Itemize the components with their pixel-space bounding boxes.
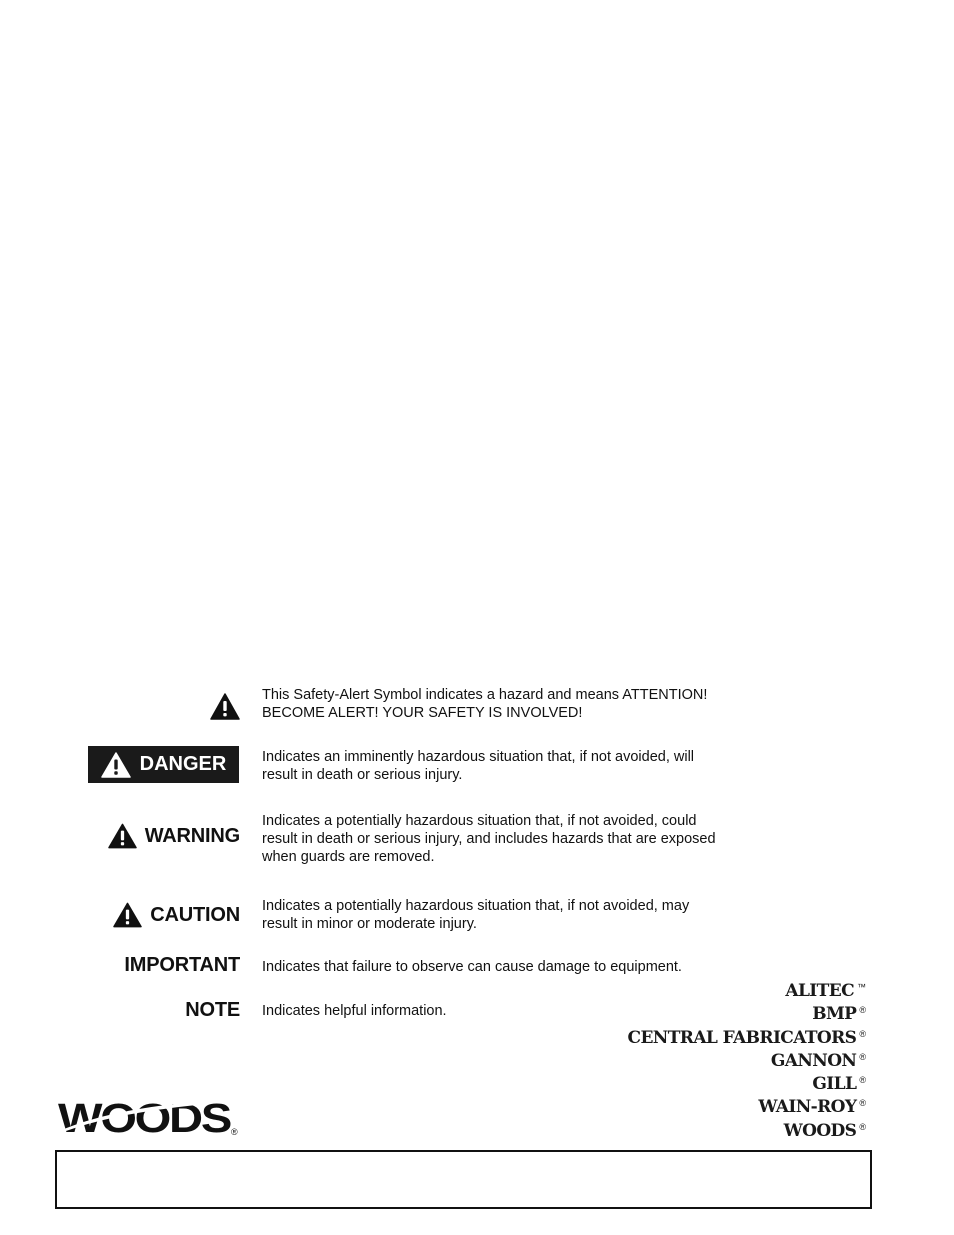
trademark-mark: ® [859,1121,866,1132]
footer-box [55,1150,872,1209]
important-description [262,958,752,976]
warning-label-text: WARNING [144,824,240,847]
warning-description [262,812,752,866]
brand-name: ALITEC [785,981,854,1001]
brand-name: BMP [812,1004,857,1025]
brand-name: GANNON [770,1050,857,1071]
trademark-mark: ® [859,1028,866,1039]
caution-description [262,897,752,933]
trademark-mark: ® [859,1005,866,1016]
description-line: Indicates that failure to observe can cause damage to equipment. [262,959,682,975]
warning-label [108,822,240,850]
brand-list [628,976,866,1139]
warning-triangle-icon [108,823,137,849]
brand-name: WAIN-ROY [758,1097,857,1118]
description-line: Indicates an imminently hazardous situation that, if not avoided, will [262,749,695,765]
note-label [185,997,240,1023]
brand-name: WOODS [783,1120,857,1141]
brand-item [628,1069,866,1095]
description-line: when guards are removed. [262,849,435,865]
description-line: This Safety-Alert Symbol indicates a hazard and means ATTENTION! [262,687,708,703]
description-line: Indicates helpful information. [262,1003,447,1019]
description-line: result in death or serious injury. [262,767,463,783]
caution-label-text: CAUTION [150,903,240,926]
brand-name: CENTRAL FABRICATORS [627,1027,857,1048]
safety-alert-description [262,686,752,722]
logo-registered-mark: ® [231,1127,238,1137]
trademark-mark: ® [859,1075,866,1086]
danger-label [88,746,239,783]
brand-name: GILL [812,1074,857,1095]
danger-label-text: DANGER [139,753,227,775]
brand-item [628,999,866,1025]
warning-triangle-icon [101,752,131,778]
warning-triangle-icon [210,693,240,720]
description-line: result in minor or moderate injury. [262,916,477,932]
logo-text: WOODS [58,1097,231,1137]
trademark-mark: ® [859,1098,866,1109]
danger-description [262,748,752,784]
note-label-text: NOTE [185,998,240,1021]
safety-alert-symbol [210,692,240,720]
warning-triangle-icon [113,902,142,928]
trademark-mark: ™ [857,982,866,992]
brand-item [628,1116,866,1139]
description-line: result in death or serious injury, and includes hazards that are exposed [262,831,716,847]
description-line: Indicates a potentially hazardous situation that, if not avoided, could [262,813,697,829]
trademark-mark: ® [859,1051,866,1062]
brand-item [628,976,866,999]
important-label [124,952,240,978]
brand-item [628,1092,866,1118]
important-label-text: IMPORTANT [124,953,240,976]
caution-label [113,901,240,929]
brand-item [628,1023,866,1046]
description-line: BECOME ALERT! YOUR SAFETY IS INVOLVED! [262,705,583,721]
description-line: Indicates a potentially hazardous situation that, if not avoided, may [262,898,690,914]
woods-logo [58,1097,240,1137]
brand-item [628,1046,866,1069]
